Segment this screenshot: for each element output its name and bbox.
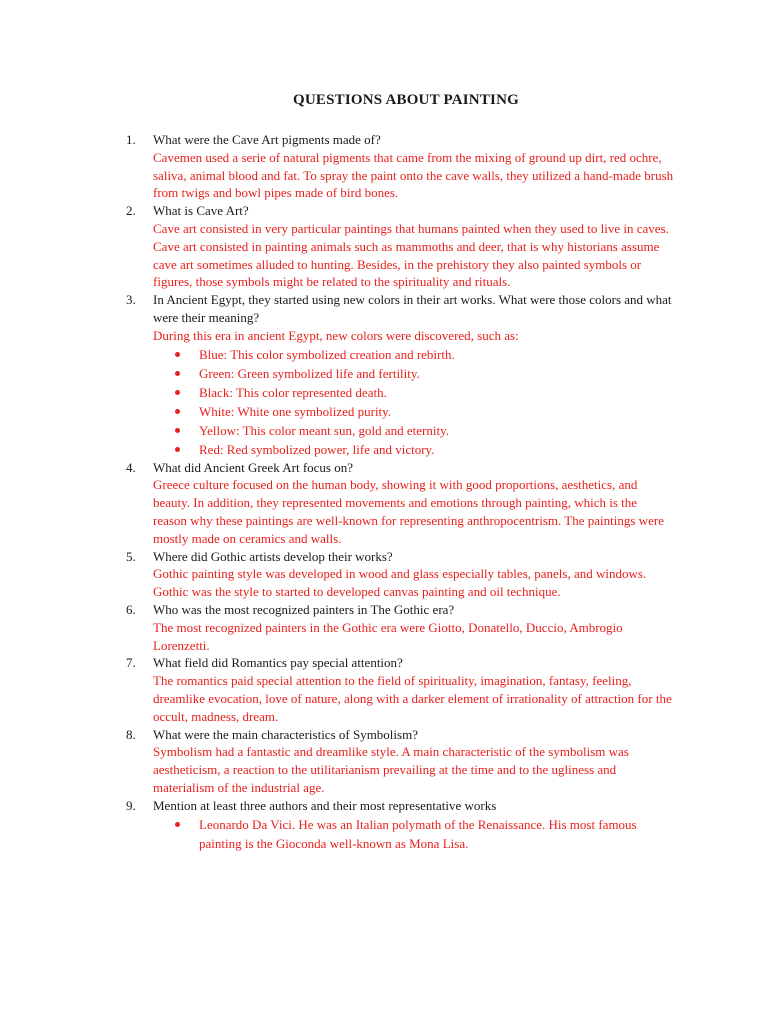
bullet-icon <box>175 822 180 827</box>
question-text: Where did Gothic artists develop their works? <box>153 548 393 564</box>
question-item <box>126 601 674 654</box>
question-item <box>126 654 674 725</box>
color-bullet-list <box>153 345 674 459</box>
question-text: Who was the most recognized painters in The Gothic era? <box>153 601 455 617</box>
bullet-text: Blue: This color symbolized creation and rebirth. <box>199 346 455 362</box>
question-number: 5. <box>126 548 136 564</box>
question-number: 2. <box>126 203 136 219</box>
question-list <box>126 131 674 853</box>
question-number: 4. <box>126 459 136 475</box>
bullet-icon <box>175 352 180 357</box>
bullet-item <box>153 440 674 459</box>
question-item <box>126 548 674 601</box>
bullet-icon <box>175 390 180 395</box>
bullet-text: White: White one symbolized purity. <box>199 403 392 419</box>
question-text: What did Ancient Greek Art focus on? <box>153 459 353 475</box>
question-text: Mention at least three authors and their most representative works <box>153 797 497 813</box>
answer-text: Gothic painting style was developed in wood and glass especially tables, panels, and windows. Gothic was the style to started to developed canvas painting and oil technique. <box>153 566 647 600</box>
question-text: What were the main characteristics of Symbolism? <box>153 726 418 742</box>
bullet-text: Green: Green symbolized life and fertility. <box>199 365 420 381</box>
bullet-item <box>153 364 674 383</box>
question-number: 6. <box>126 601 136 617</box>
bullet-item <box>153 815 674 853</box>
bullet-icon <box>175 447 180 452</box>
answer-text: The most recognized painters in the Gothic era were Giotto, Donatello, Duccio, Ambrogio Lorenzetti. <box>153 619 623 653</box>
question-number: 8. <box>126 726 136 742</box>
question-number: 3. <box>126 292 136 308</box>
answer-text: Cavemen used a serie of natural pigments that came from the mixing of ground up dirt, red ochre, saliva, animal blood and fat. To spray the paint onto the cave walls, they utilized a hand-made brush from twigs and bowl pipes made of bird bones. <box>153 149 674 201</box>
question-text: What is Cave Art? <box>153 203 249 219</box>
question-number: 1. <box>126 132 136 147</box>
bullet-icon <box>175 371 180 376</box>
bullet-icon <box>175 409 180 414</box>
question-text: What field did Romantics pay special attention? <box>153 655 403 671</box>
question-item <box>126 202 674 291</box>
question-text: What were the Cave Art pigments made of? <box>153 132 381 147</box>
question-item <box>126 131 674 202</box>
author-bullet-list <box>153 815 674 853</box>
question-item <box>126 291 674 458</box>
bullet-icon <box>175 428 180 433</box>
question-number: 9. <box>126 797 136 813</box>
document-title: QUESTIONS ABOUT PAINTING <box>293 92 519 108</box>
answer-text: The romantics paid special attention to the field of spirituality, imagination, fantasy, feeling, dreamlike evocation, love of nature, along with a darker element of irrationality of attraction for the occult, madness, dream. <box>153 673 672 724</box>
bullet-text: Leonardo Da Vici. He was an Italian polymath of the Renaissance. His most famous painting is the Gioconda well-known as Mona Lisa. <box>199 816 637 851</box>
bullet-item <box>153 345 674 364</box>
bullet-text: Red: Red symbolized power, life and victory. <box>199 441 435 457</box>
bullet-item <box>153 421 674 440</box>
answer-text: Cave art consisted in very particular paintings that humans painted when they used to live in caves. Cave art consisted in painting animals such as mammoths and deer, that is why historians assume cave art sometimes alluded to hunting. Besides, in the prehistory they also painted symbols or figures, those symbols might be related to the spirituality and rituals. <box>153 220 669 290</box>
question-item <box>126 797 674 853</box>
answer-text: During this era in ancient Egypt, new colors were discovered, such as: <box>153 327 519 343</box>
bullet-item <box>153 383 674 402</box>
bullet-item <box>153 402 674 421</box>
bullet-text: Black: This color represented death. <box>199 384 387 400</box>
answer-text: Symbolism had a fantastic and dreamlike style. A main characteristic of the symbolism was aestheticism, a reaction to the utilitarianism prevailing at the time and to the ugliness and materialism of the industrial age. <box>153 744 629 795</box>
bullet-text: Yellow: This color meant sun, gold and eternity. <box>199 422 449 438</box>
question-item <box>126 726 674 797</box>
question-number: 7. <box>126 655 136 671</box>
question-item <box>126 459 674 548</box>
question-text: In Ancient Egypt, they started using new colors in their art works. What were those colors and what were their meaning? <box>153 292 672 325</box>
answer-text: Greece culture focused on the human body, showing it with good proportions, aesthetics, and beauty. In addition, they represented movements and emotions through painting, which is the reason why these paintings are well-known for representing anthropocentrism. The paintings were mostly made on ceramics and walls. <box>153 477 664 546</box>
